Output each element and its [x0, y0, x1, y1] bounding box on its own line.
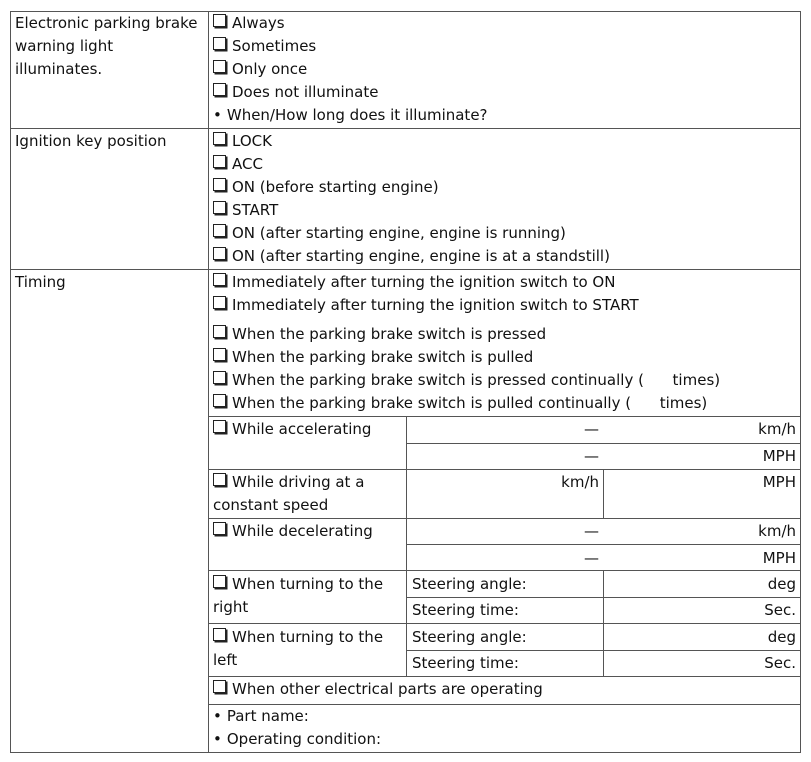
label-line: illuminates.: [15, 60, 103, 78]
range-dash: —: [584, 549, 599, 567]
checkbox-option[interactable]: [213, 369, 720, 392]
option-label: left: [213, 651, 238, 669]
checkbox-icon[interactable]: [213, 14, 226, 27]
rule: [208, 623, 801, 624]
checkbox-option[interactable]: [213, 271, 615, 294]
rule: [208, 518, 801, 519]
checkbox-icon[interactable]: [213, 420, 226, 433]
checkbox-icon[interactable]: [213, 394, 226, 407]
unit-label: deg: [767, 628, 796, 646]
checkbox-option[interactable]: [213, 176, 439, 199]
rule: [208, 11, 209, 753]
checkbox-option[interactable]: [213, 58, 307, 81]
option-label: When the parking brake switch is pulled: [232, 348, 534, 366]
ignition-label: Ignition key position: [15, 132, 167, 150]
checkbox-option[interactable]: [213, 678, 543, 701]
checkbox-option[interactable]: [213, 392, 707, 415]
checkbox-option[interactable]: [213, 35, 316, 58]
option-label: right: [213, 598, 249, 616]
option-label: START: [232, 201, 279, 219]
checkbox-icon[interactable]: [213, 296, 226, 309]
checkbox-icon[interactable]: [213, 224, 226, 237]
option-label: ON (after starting engine, engine is at a standstill): [232, 247, 610, 265]
rule: [10, 128, 801, 129]
part-name-label: Part name:: [226, 707, 309, 725]
option-label: ON (before starting engine): [232, 178, 439, 196]
bullet-icon: •: [213, 707, 222, 725]
operating-condition-label: Operating condition:: [226, 730, 382, 748]
checkbox-icon[interactable]: [213, 178, 226, 191]
unit-label: km/h: [758, 522, 796, 540]
bullet-icon: •: [213, 106, 222, 124]
label-line: warning light: [15, 37, 114, 55]
rule: [10, 752, 801, 753]
option-label: While accelerating: [232, 420, 372, 438]
option-label: Immediately after turning the ignition switch to START: [232, 296, 639, 314]
range-dash: —: [584, 420, 599, 438]
option-label: Immediately after turning the ignition switch to ON: [232, 273, 616, 291]
bullet-icon: •: [213, 730, 222, 748]
option-label: Always: [232, 14, 285, 32]
question-label: When/How long does it illuminate?: [226, 106, 488, 124]
checkbox-icon[interactable]: [213, 273, 226, 286]
checkbox-option[interactable]: [213, 323, 546, 346]
checkbox-icon[interactable]: [213, 132, 226, 145]
rule: [208, 676, 801, 677]
checkbox-icon[interactable]: [213, 325, 226, 338]
option-label: ON (after starting engine, engine is running): [232, 224, 566, 242]
checkbox-option[interactable]: [213, 294, 639, 317]
checkbox-icon[interactable]: [213, 680, 226, 693]
checkbox-icon[interactable]: [213, 83, 226, 96]
rule: [800, 11, 801, 753]
timing-label: Timing: [15, 273, 66, 291]
unit-label: Sec.: [764, 654, 796, 672]
steering-angle-label: Steering angle:: [412, 628, 527, 646]
checkbox-icon[interactable]: [213, 473, 226, 486]
option-label: LOCK: [232, 132, 272, 150]
steering-angle-label: Steering angle:: [412, 575, 527, 593]
option-label: ACC: [232, 155, 263, 173]
range-dash: —: [584, 447, 599, 465]
range-dash: —: [584, 522, 599, 540]
checkbox-option[interactable]: [213, 81, 378, 104]
option-label: Does not illuminate: [232, 83, 379, 101]
checkbox-icon[interactable]: [213, 201, 226, 214]
checkbox-option[interactable]: [213, 245, 610, 268]
rule: [603, 570, 604, 676]
checkbox-icon[interactable]: [213, 37, 226, 50]
option-label: While driving at a: [232, 473, 365, 491]
option-label: When the parking brake switch is pressed continually ( times): [232, 371, 721, 389]
option-label: When turning to the: [232, 575, 384, 593]
option-label: Only once: [232, 60, 308, 78]
label-line: Electronic parking brake: [15, 14, 198, 32]
rule: [406, 443, 801, 444]
checkbox-icon[interactable]: [213, 522, 226, 535]
checkbox-option[interactable]: [213, 418, 371, 441]
checkbox-option[interactable]: [213, 573, 383, 596]
bullet-item: [213, 104, 488, 127]
checkbox-option[interactable]: [213, 12, 285, 35]
option-label: When other electrical parts are operating: [232, 680, 543, 698]
checkbox-option[interactable]: [213, 153, 263, 176]
steering-time-label: Steering time:: [412, 654, 519, 672]
option-label: Sometimes: [232, 37, 317, 55]
unit-label: MPH: [762, 549, 796, 567]
checkbox-option[interactable]: [213, 222, 566, 245]
rule: [603, 469, 604, 518]
unit-label: deg: [767, 575, 796, 593]
rule: [10, 11, 11, 753]
checkbox-option[interactable]: [213, 520, 373, 543]
unit-label: km/h: [758, 420, 796, 438]
option-label: While decelerating: [232, 522, 373, 540]
rule: [208, 469, 801, 470]
rule: [406, 544, 801, 545]
checkbox-icon[interactable]: [213, 247, 226, 260]
checkbox-icon[interactable]: [213, 628, 226, 641]
bullet-item: [213, 728, 381, 751]
checkbox-icon[interactable]: [213, 155, 226, 168]
rule: [208, 570, 801, 571]
unit-label: MPH: [762, 447, 796, 465]
checkbox-option[interactable]: [213, 199, 278, 222]
checkbox-option[interactable]: [213, 346, 533, 369]
option-label: When turning to the: [232, 628, 384, 646]
checkbox-icon[interactable]: [213, 371, 226, 384]
checkbox-icon[interactable]: [213, 60, 226, 73]
unit-label: km/h: [561, 473, 599, 491]
checkbox-option[interactable]: [213, 471, 364, 494]
unit-label: MPH: [762, 473, 796, 491]
rule: [406, 416, 407, 676]
checkbox-icon[interactable]: [213, 348, 226, 361]
checkbox-option[interactable]: [213, 626, 383, 649]
unit-label: Sec.: [764, 601, 796, 619]
option-label: constant speed: [213, 496, 329, 514]
option-label: When the parking brake switch is pulled continually ( times): [232, 394, 708, 412]
rule: [10, 269, 801, 270]
checkbox-icon[interactable]: [213, 575, 226, 588]
option-label: When the parking brake switch is pressed: [232, 325, 547, 343]
checkbox-option[interactable]: [213, 130, 272, 153]
bullet-item: [213, 705, 309, 728]
steering-time-label: Steering time:: [412, 601, 519, 619]
rule: [208, 416, 801, 417]
